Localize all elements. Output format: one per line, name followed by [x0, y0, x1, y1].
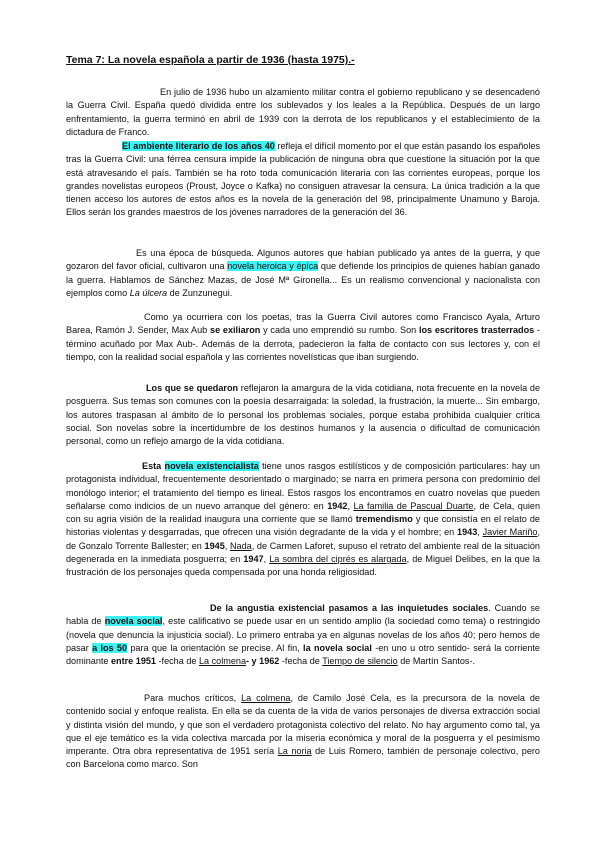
year-1947: 1947: [243, 554, 264, 565]
text: ,: [347, 500, 354, 511]
book-title-tiempo-de-silencio: Tiempo de silencio: [322, 656, 398, 667]
book-title-la-ulcera: La úlcera: [129, 287, 168, 298]
book-title-la-colmena: La colmena: [241, 693, 291, 703]
text: , este calificativo se puede usar en un sentido amplio (la sociedad como tema) o restringido (novela que denuncia la injusticia social). Lo primero entraba ya en algunas novelas de los años 40; pero hemos de pasar: [66, 616, 541, 653]
bold-entre-1951: entre 1951: [111, 656, 156, 667]
text: Como ya ocurriera con los poetas, tras la Guerra Civil autores como Francisco Ayala, Arturo Barea, Ramón J. Sender, Max Aub: [66, 312, 540, 336]
year-1945: 1945: [204, 540, 225, 551]
text: Esta: [142, 461, 165, 471]
text: , de Gonzalo Torrente Ballester; en: [66, 527, 540, 551]
paragraph-literary-ambience: [66, 140, 540, 220]
text: , de Camilo José Cela, es la precursora de la novela de contenido social y enfoque realista. En ella se da cuenta de la vida de varios personajes de diversa extracción social y distinta visión del mundo, y que son el verdadero protagonista colectivo del relato. No hay argumento como tal, ya que el eje temático es la vida colectiva marcada por la miseria económica y moral de la posguerra y el pesimismo imperante. Otra obra representativa de 1951 sería: [66, 693, 540, 757]
highlight-a-los-50: a los 50: [92, 642, 128, 653]
paragraph-social-novel: [66, 602, 540, 668]
highlight-novela-existencialista: novela existencialista: [164, 461, 259, 471]
text: y que consistía en el relato de historias violentas y desgarradas, que ofrecen una visión degradante de la vida y el hombre; en: [66, 514, 540, 538]
text: -en uno u otro sentido- será la corriente dominante: [66, 642, 540, 667]
book-title-javier-marino: Javier Mariño: [482, 527, 538, 538]
bold-escritores-trasterrados: los escritores trasterrados: [418, 325, 535, 336]
year-1942: 1942: [327, 500, 348, 511]
text: tiene unos rasgos estilísticos y de composición particulares: hay un protagonista individual, frecuentemente desorientado o marginado; se narra en primera persona con predominio del monólogo interior; el tratamiento del tiempo es lineal. Estos rasgos los encontramos en cuatro novelas que pueden señalarse como indicios de un nuevo arranque del género: en: [66, 461, 540, 511]
book-title-la-noria: La noria: [277, 746, 312, 757]
paragraph-civil-war: [66, 86, 540, 139]
bold-tremendismo: tremendismo: [355, 514, 413, 525]
text: -término acuñado por Max Aub-. Además de la derrota, padecieron la falta de contacto con sus lectores y, con el tiempo, con la realidad social española y las corrientes novelísticas que iban surgiendo.: [66, 325, 541, 362]
text: En julio de 1936 hubo un alzamiento militar contra el gobierno republicano y se desencadenó la Guerra Civil. España quedó dividida entre los sublevados y los leales a la República. Después de un largo enfrentamiento, la guerra terminó en abril de 1939 con la derrota de los republicanos y el establecimiento de la dictadura de Franco.: [66, 87, 540, 137]
text: . Cuando se habla de: [66, 603, 540, 627]
paragraph-those-who-stayed: [66, 382, 540, 448]
book-title-nada: Nada: [229, 540, 252, 551]
highlight-novela-heroica: novela heroica y épica: [227, 261, 319, 272]
text: refleja el difícil momento por el que están pasando los españoles tras la Guerra Civil: una férrea censura impide la publicación de ninguna obra que cuestione la situación por la que está atravesando el país. También se ha roto toda comunicación literaria con las corrientes europeas, porque los grandes novelistas europeos (Proust, Joyce o Kafka) no consiguen atravesar la censura. La única tradición a la que tienen acceso los autores de estos años es la novela de la generación del 98, principalmente Unamuno y Baroja. Ellos serán los grandes maestros de los jóvenes narradores de la generación del 36.: [66, 141, 540, 218]
paragraph-exiled-writers: [66, 311, 540, 364]
text: ,: [224, 540, 230, 551]
paragraph-heroic-novel: [66, 247, 540, 300]
text: ,: [263, 554, 270, 565]
text: -fecha de: [156, 656, 199, 667]
text: que defiende los principios de quienes habían ganado la guerra. Hablamos de Sánchez Mazas, de José Mª Gironella... Es un realismo convencional y nacionalista con ejemplos como: [66, 261, 540, 298]
text: de Martín Santos-.: [397, 656, 476, 667]
text: , de Miguel Delibes, en la que la frustración de los personajes queda compensada por una honda religiosidad.: [66, 554, 540, 578]
document-title: Tema 7: La novela española a partir de 1936 (hasta 1975).-: [66, 54, 355, 66]
text: ,: [477, 527, 483, 538]
text: de Zunzunegui.: [167, 287, 233, 298]
text: de Luis Romero, también de personaje colectivo, pero con Barcelona como marco. Son: [66, 746, 540, 770]
text: reflejaron la amargura de la vida cotidiana, nota frecuente en la novela de posguerra. Sus temas son comunes con la poesía desarraigada: la soledad, la frustración, la muerte... Sin embargo, los autores traspasan al ámbito de lo personal los problemas sociales, porque estaba prohibida cualquier crítica social. Son novelas sobre la incertidumbre de los destinos humanos y la ausencia o dificultad de comunicación personal, como un reflejo amargo de la vida cotidiana.: [66, 383, 540, 447]
text: y cada uno emprendió su rumbo. Son: [260, 325, 419, 336]
paragraph-la-colmena: [66, 692, 540, 772]
bold-y-1962: - y 1962: [246, 656, 280, 667]
year-1943: 1943: [457, 527, 478, 538]
paragraph-existentialist-novel: [66, 460, 540, 580]
text: Para muchos críticos,: [144, 693, 242, 703]
book-title-pascual-duarte: La familia de Pascual Duarte: [353, 500, 474, 511]
text: -fecha de: [279, 656, 323, 667]
book-title-la-colmena: La colmena: [198, 656, 246, 667]
highlight-novela-social: novela social: [104, 616, 163, 627]
bold-la-novela-social: la novela social: [303, 642, 372, 653]
text: , de Carmen Laforet, supuso el retrato del ambiente real de la situación degenerada en la inmediata posguerra; en: [66, 540, 540, 565]
text: , de Cela, quien con su agria visión de la realidad inaugura una corriente que se llamó: [66, 500, 541, 525]
bold-los-que-se-quedaron: Los que se quedaron: [146, 383, 239, 393]
book-title-la-sombra-del-cipres: La sombra del ciprés es alargada: [269, 554, 407, 565]
highlight-ambiente-literario: El ambiente literario de los años 40: [122, 141, 275, 151]
text: para que la orientación se precise. Al fin,: [127, 642, 304, 653]
bold-angustia-existencial: De la angustia existencial pasamos a las inquietudes sociales: [210, 603, 489, 613]
bold-se-exiliaron: se exiliaron: [210, 325, 261, 336]
text: Es una época de búsqueda. Algunos autores que habían publicado ya antes de la guerra, y que gozaron del favor oficial, cultivaron una: [66, 248, 540, 272]
